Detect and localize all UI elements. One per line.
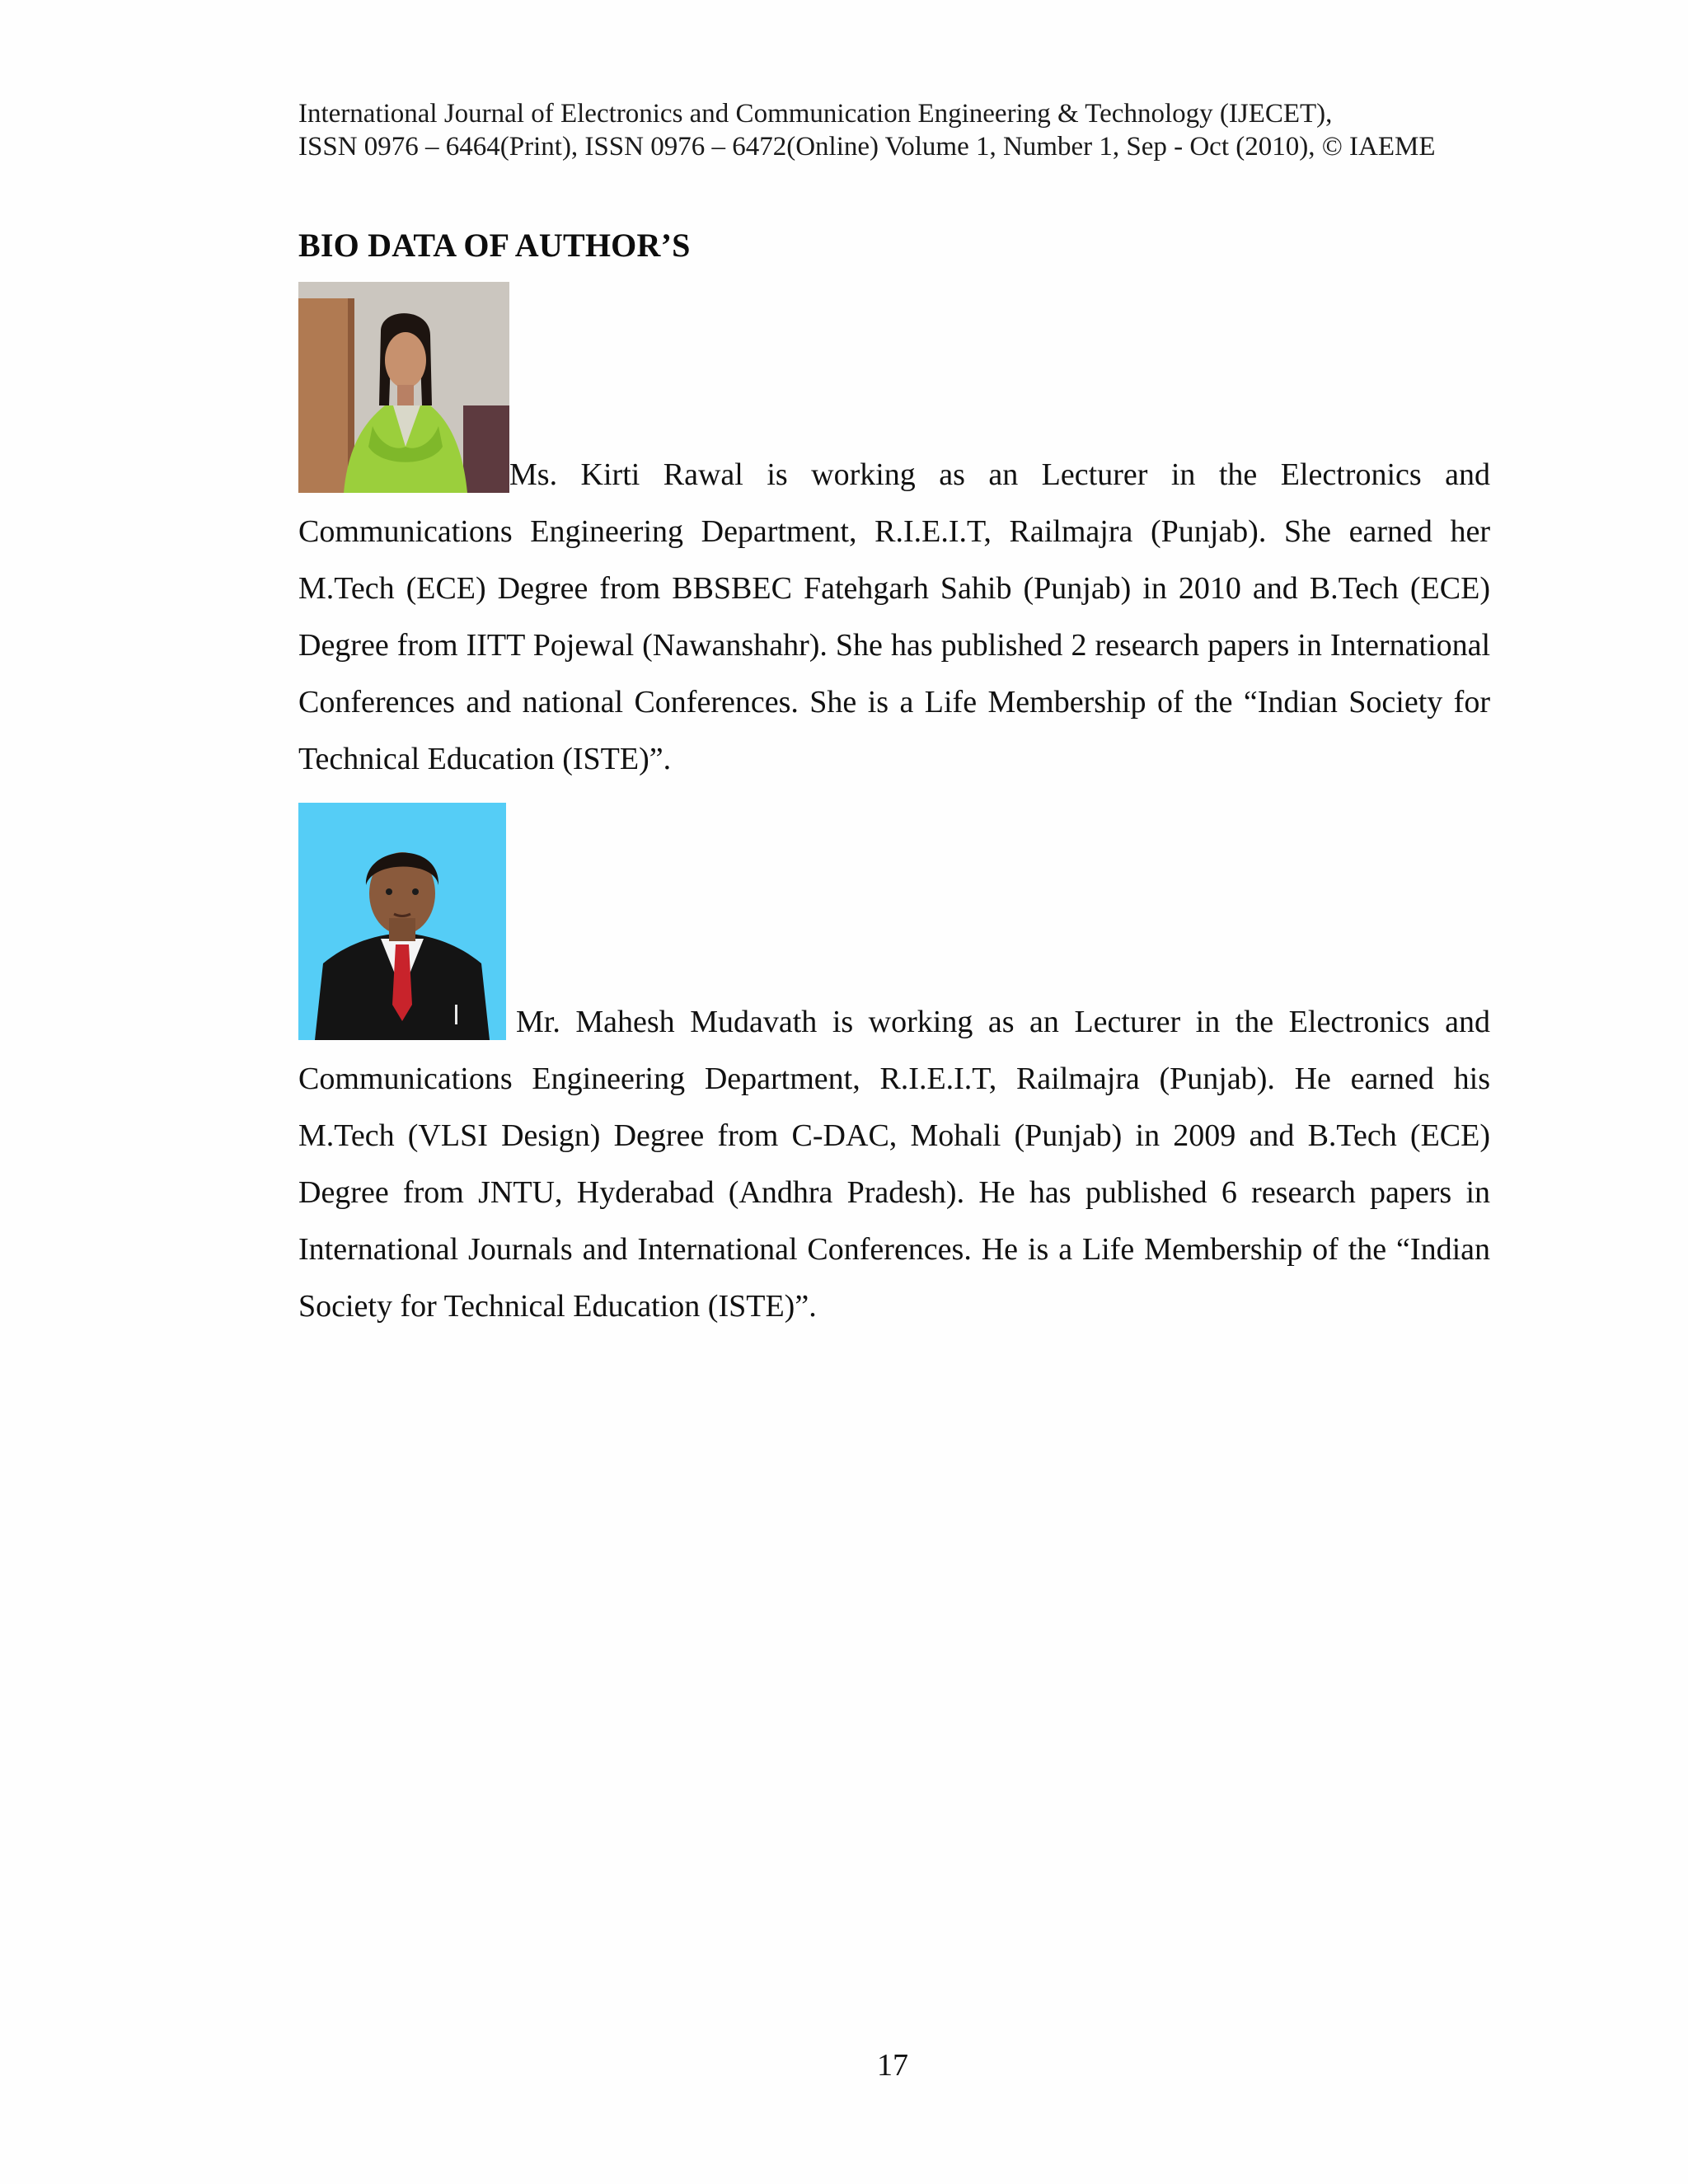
page-number: 17 — [877, 2048, 908, 2083]
author-bio-2-text: Mr. Mahesh Mudavath is working as an Lecturer in the Electronics and Communications Engineering Department, R.I.E.I.T, Railmajra (Punjab). He earned his M.Tech (VLSI Design) Degree from C-DAC, Mohali (Punjab) in 2009 and B.Tech (ECE) Degree from JNTU, Hyderabad (Andhra Pradesh). He has published 6 research papers in International Journals and International Conferences. He is a Life Membership of the “Indian Society for Technical Education (ISTE)”. — [298, 1005, 1490, 1324]
author-photo-1 — [298, 282, 509, 493]
author-bio-1 — [298, 282, 1490, 788]
section-title: BIO DATA OF AUTHOR’S — [298, 227, 691, 264]
journal-header — [298, 97, 1493, 163]
author-bio-2 — [298, 803, 1490, 1335]
journal-header-line-1: International Journal of Electronics and Communication Engineering & Technology (IJECET), — [298, 99, 1333, 129]
author-photo-2 — [298, 803, 506, 1040]
author-bio-1-text: Ms. Kirti Rawal is working as an Lecturer in the Electronics and Communications Engineering Department, R.I.E.I.T, Railmajra (Punjab). She earned her M.Tech (ECE) Degree from BBSBEC Fatehgarh Sahib (Punjab) in 2010 and B.Tech (ECE) Degree from IITT Pojewal (Nawanshahr). She has published 2 research papers in International Conferences and national Conferences. She is a Life Membership of the “Indian Society for Technical Education (ISTE)”. — [298, 457, 1490, 776]
journal-header-line-2: ISSN 0976 – 6464(Print), ISSN 0976 – 6472(Online) Volume 1, Number 1, Sep - Oct (2010), © IAEME — [298, 132, 1436, 162]
